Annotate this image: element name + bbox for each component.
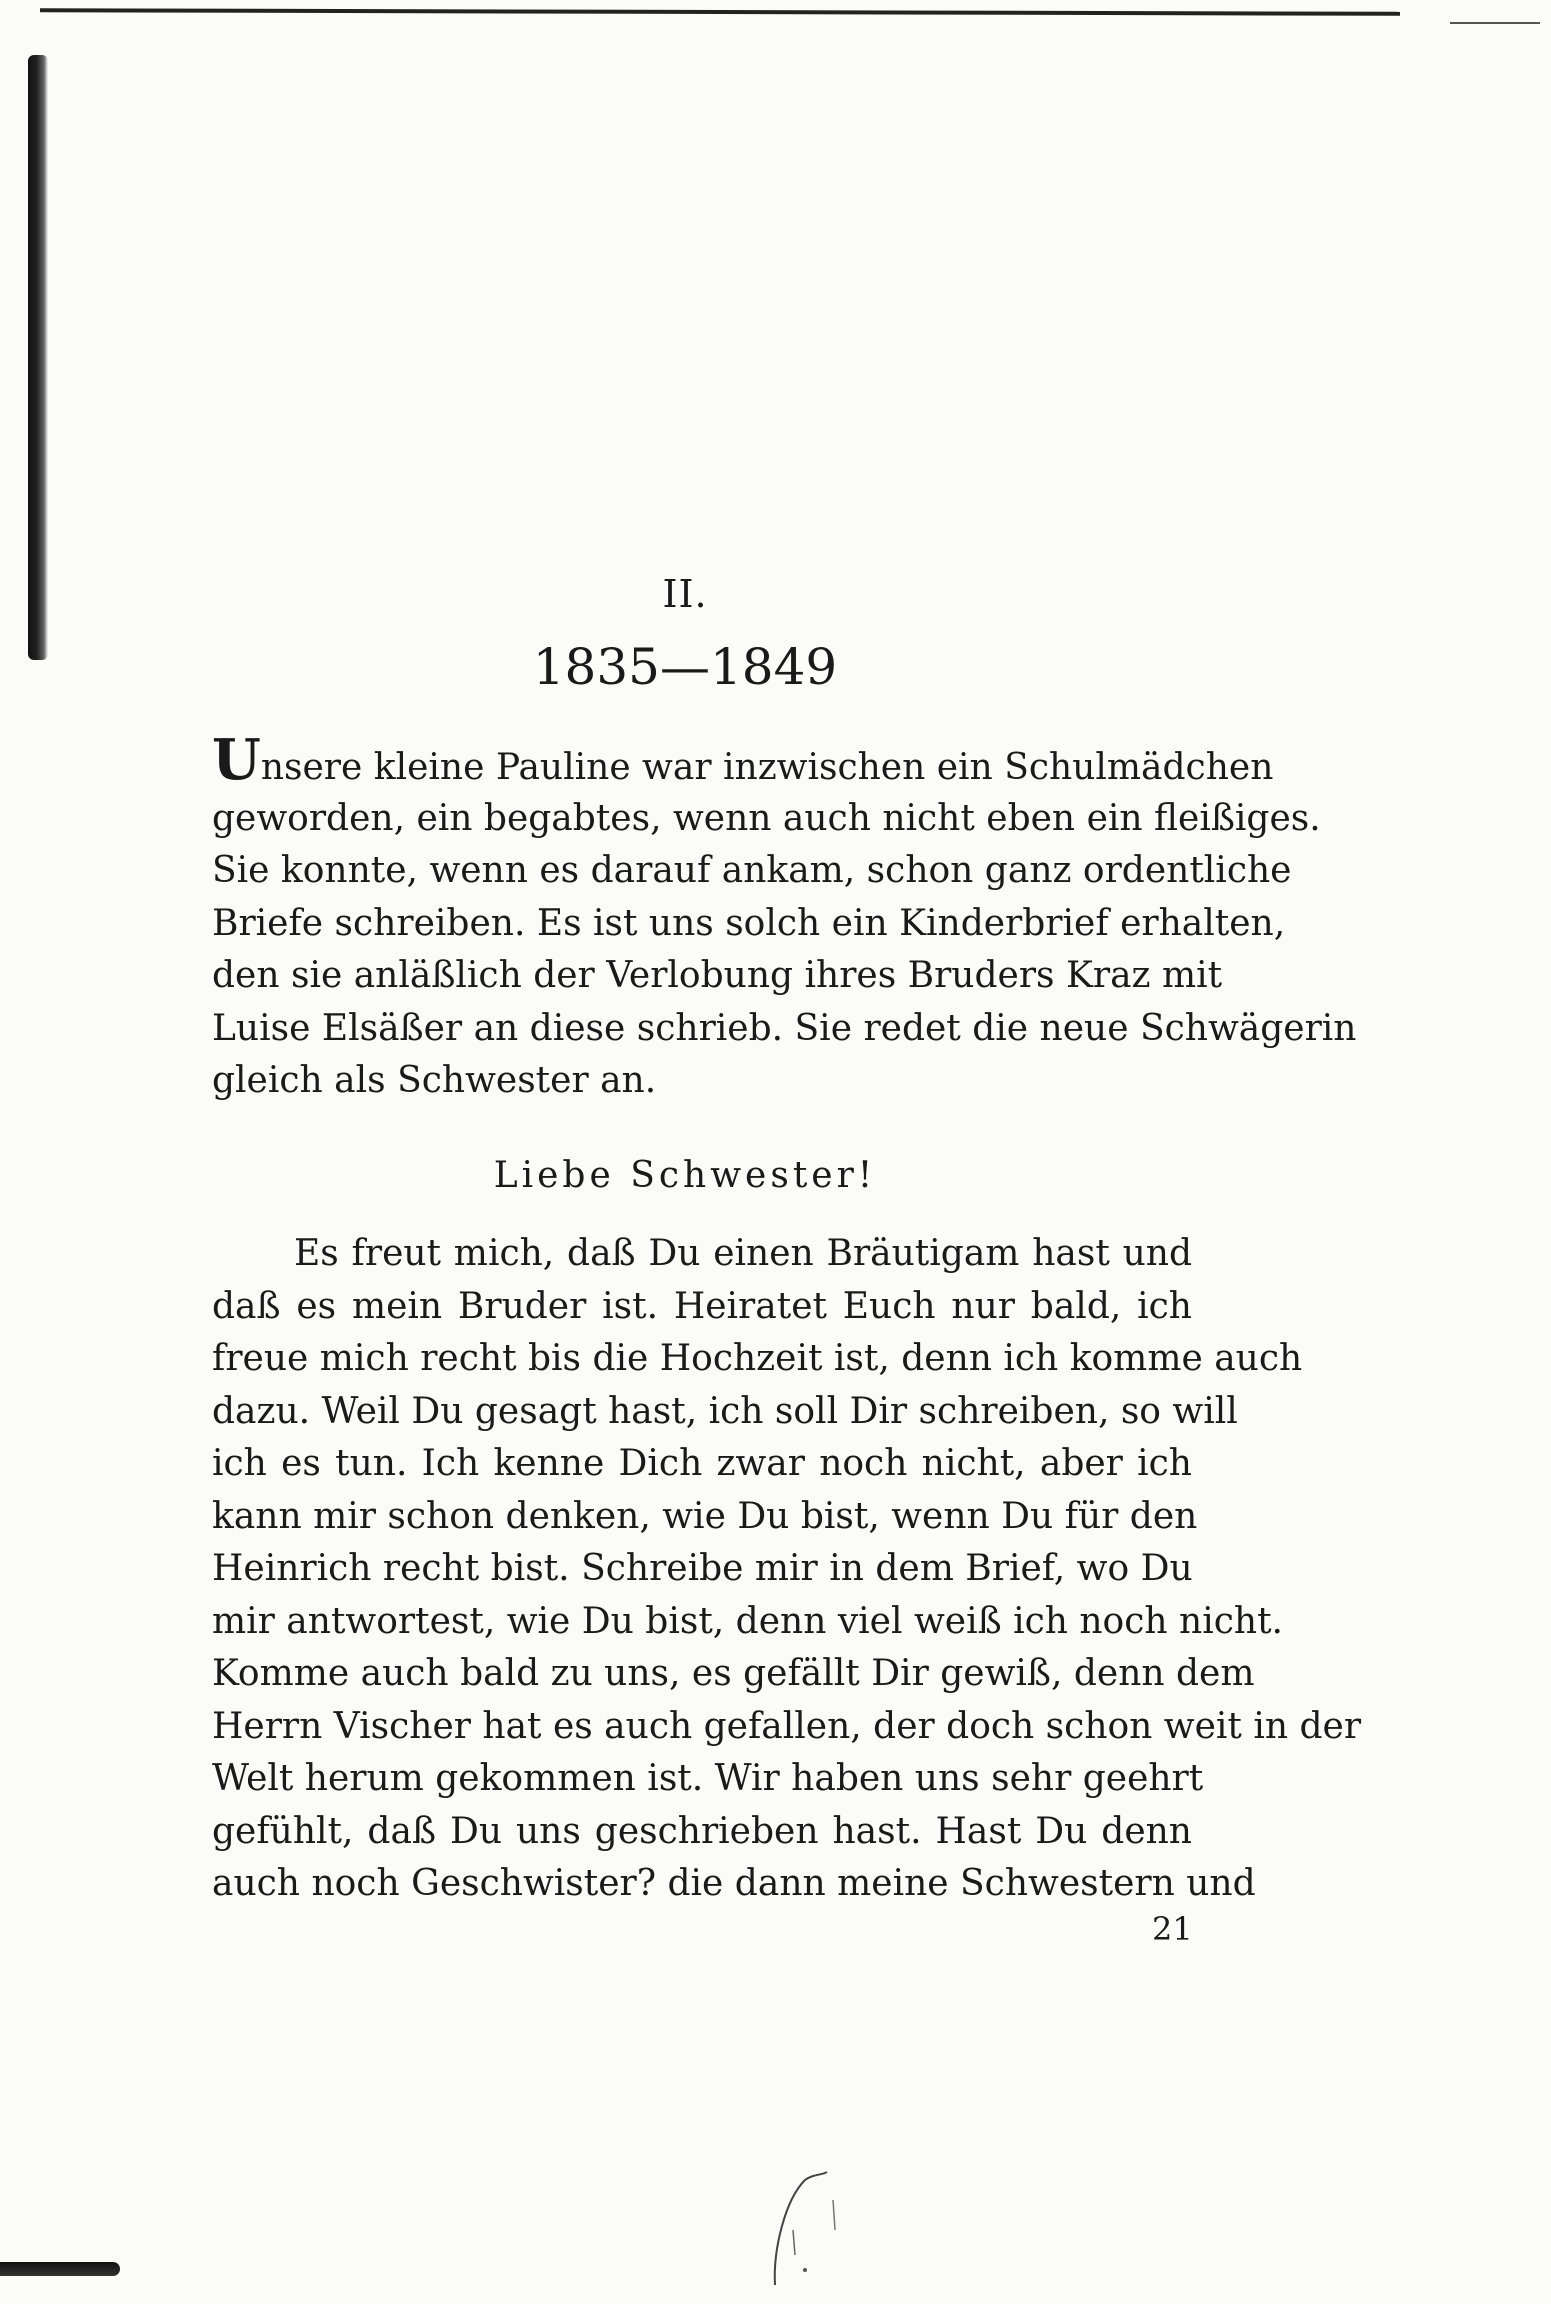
binding-mark-bottom [0, 2262, 120, 2276]
text-line: dazu. Weil Du gesagt hast, ich soll Dir schreiben, so will [212, 1390, 1238, 1432]
text-line: auch noch Geschwister? die dann meine Schwestern und [212, 1863, 1256, 1904]
text-line: Komme auch bald zu uns, es gefällt Dir gewiß, denn dem [212, 1653, 1255, 1694]
text-line: den sie anläßlich der Verlobung ihres Bruders Kraz mit [212, 955, 1223, 996]
top-rule-fragment [1450, 22, 1540, 24]
text-line: Briefe schreiben. Es ist uns solch ein Kinderbrief erhalten, [212, 902, 1286, 944]
text-line-content: nsere kleine Pauline war inzwischen ein Schulmädchen [260, 747, 1274, 788]
binding-shadow [28, 55, 48, 660]
letter-salutation: Liebe Schwester! [493, 1155, 877, 1196]
text-line: Es freut mich, daß Du einen Bräutigam hast und [294, 1233, 1192, 1274]
text-line: daß es mein Bruder ist. Heiratet Euch nur bald, ich [212, 1285, 1192, 1327]
text-line: gleich als Schwester an. [212, 1060, 657, 1101]
text-line: Herrn Vischer hat es auch gefallen, der doch schon weit in der [212, 1705, 1362, 1747]
text-line: mir antwortest, wie Du bist, denn viel weiß ich noch nicht. [212, 1600, 1283, 1642]
page-number: 21 [1152, 1910, 1193, 1948]
text-line: Welt herum gekommen ist. Wir haben uns sehr geehrt [212, 1758, 1204, 1799]
letter-body [212, 1228, 1362, 1911]
ink-scribble-mark [735, 2160, 875, 2290]
text-line: freue mich recht bis die Hochzeit ist, denn ich komme auch [212, 1338, 1303, 1379]
chapter-number: II. [662, 572, 708, 616]
text-line: Sie konnte, wenn es darauf ankam, schon ganz ordentliche [212, 850, 1292, 891]
intro-paragraph [212, 727, 1357, 1108]
text-line: Heinrich recht bist. Schreibe mir in dem Brief, wo Du [212, 1548, 1193, 1589]
top-rule [40, 8, 1400, 16]
text-line: ich es tun. Ich kenne Dich zwar noch nicht, aber ich [212, 1443, 1192, 1484]
text-line: geworden, ein begabtes, wenn auch nicht eben ein fleißiges. [212, 797, 1321, 839]
text-line: gefühlt, daß Du uns geschrieben hast. Hast Du denn [212, 1810, 1192, 1852]
text-line: Luise Elsäßer an diese schrieb. Sie redet die neue Schwägerin [212, 1007, 1357, 1049]
chapter-years: 1835—1849 [532, 638, 838, 696]
text-line: kann mir schon denken, wie Du bist, wenn Du für den [212, 1495, 1198, 1537]
initial-letter: U [212, 727, 261, 793]
text-line [212, 727, 1274, 793]
